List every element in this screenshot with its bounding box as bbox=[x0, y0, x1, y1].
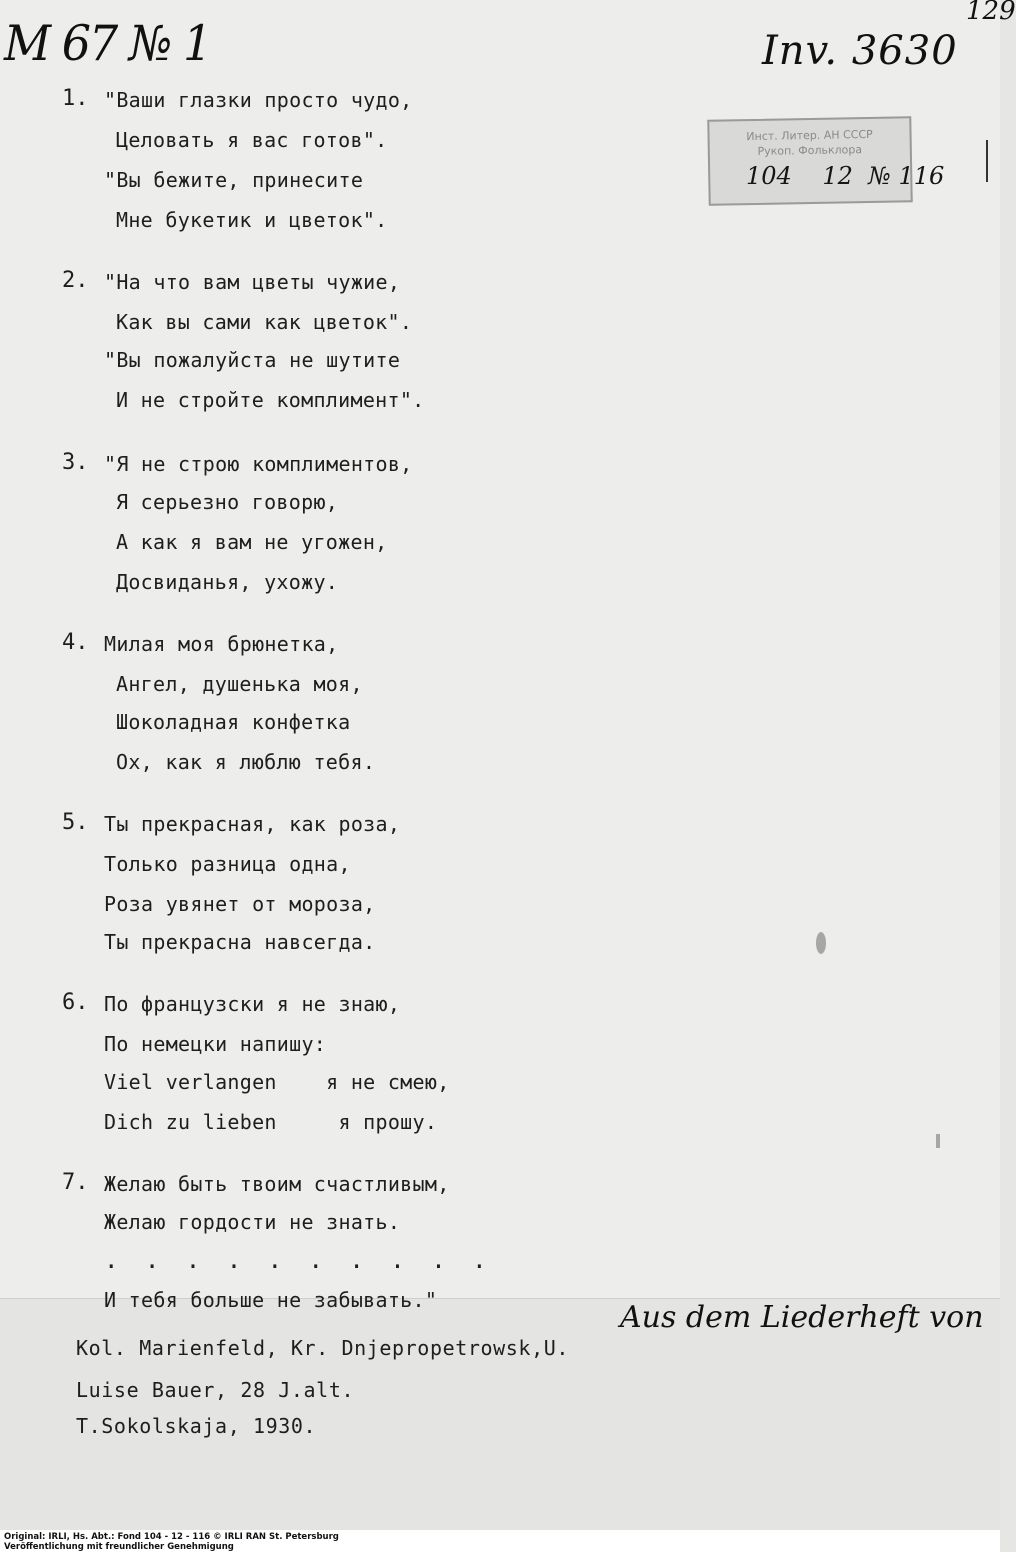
stanza-number: 5. bbox=[62, 810, 89, 835]
source-line-3: T.Sokolskaja, 1930. bbox=[76, 1414, 317, 1438]
source-handwritten-note: Aus dem Liederheft von bbox=[620, 1300, 984, 1335]
archive-stamp bbox=[707, 116, 912, 206]
poem-line: Ох, как я люблю тебя. bbox=[116, 750, 376, 774]
poem-line: Dich zu lieben я прошу. bbox=[104, 1110, 438, 1134]
poem-line: Шоколадная конфетка bbox=[116, 710, 351, 734]
page-number: 129 bbox=[966, 0, 1016, 26]
poem-line: Я серьезно говорю, bbox=[116, 490, 339, 514]
ink-smudge bbox=[936, 1134, 940, 1148]
poem-line: Ангел, душенька моя, bbox=[116, 672, 363, 696]
poem-line: И тебя больше не забывать." bbox=[104, 1288, 438, 1312]
poem-line: Только разница одна, bbox=[104, 852, 351, 876]
stanza-number: 1. bbox=[62, 86, 89, 111]
poem-line: Досвиданья, ухожу. bbox=[116, 570, 339, 594]
poem-line: Целовать я вас готов". bbox=[116, 128, 388, 152]
poem-line: "Вы пожалуйста не шутите bbox=[104, 348, 401, 372]
poem-line: "Вы бежите, принесите bbox=[104, 168, 364, 192]
stanza-number: 2. bbox=[62, 268, 89, 293]
poem-line: По французски я не знаю, bbox=[104, 992, 401, 1016]
poem-line: И не стройте комплимент". bbox=[116, 388, 425, 412]
poem-line: "Ваши глазки просто чудо, bbox=[104, 88, 413, 112]
footer-line-2: Veröffentlichung mit freundlicher Genehmigung bbox=[4, 1542, 234, 1552]
stanza-number: 4. bbox=[62, 630, 89, 655]
poem-line: Роза увянет от мороза, bbox=[104, 892, 376, 916]
poem-line: "На что вам цветы чужие, bbox=[104, 270, 401, 294]
inventory-mark: Inv. 3630 bbox=[762, 28, 958, 74]
poem-line: По немецки напишу: bbox=[104, 1032, 327, 1056]
stamp-handwritten-numbers: 104 12 № 116 bbox=[746, 162, 945, 190]
poem-line: Желаю быть твоим счастливым, bbox=[104, 1172, 450, 1196]
stanza-number: 3. bbox=[62, 450, 89, 475]
poem-line: А как я вам не угожен, bbox=[116, 530, 388, 554]
ink-smudge bbox=[816, 932, 826, 954]
poem-line: Viel verlangen я не смею, bbox=[104, 1070, 450, 1094]
archive-footer bbox=[4, 1532, 339, 1552]
margin-mark bbox=[986, 140, 988, 182]
source-line-1: Kol. Marienfeld, Kr. Dnjepropetrowsk,U. bbox=[76, 1336, 569, 1360]
poem-line: Милая моя брюнетка, bbox=[104, 632, 339, 656]
poem-line: Ты прекрасная, как роза, bbox=[104, 812, 401, 836]
stanza-number: 6. bbox=[62, 990, 89, 1015]
ellipsis-row: . . . . . . . . . . bbox=[104, 1246, 493, 1274]
poem-line: Желаю гордости не знать. bbox=[104, 1210, 401, 1234]
poem-line: "Я не строю комплиментов, bbox=[104, 452, 413, 476]
stamp-line-1: Инст. Литер. АН СССР bbox=[746, 127, 873, 144]
poem-line: Мне букетик и цветок". bbox=[116, 208, 388, 232]
poem-line: Ты прекрасна навсегда. bbox=[104, 930, 376, 954]
footer-line-1: Original: IRLI, Hs. Abt.: Fond 104 - 12 - 116 © IRLI RAN St. Petersburg bbox=[4, 1532, 339, 1542]
source-line-2: Luise Bauer, 28 J.alt. bbox=[76, 1378, 355, 1402]
poem-line: Как вы сами как цветок". bbox=[116, 310, 413, 334]
stamp-line-2: Рукоп. Фольклора bbox=[757, 143, 863, 158]
archive-mark: M 67 № 1 bbox=[4, 14, 211, 72]
stanza-number: 7. bbox=[62, 1170, 89, 1195]
